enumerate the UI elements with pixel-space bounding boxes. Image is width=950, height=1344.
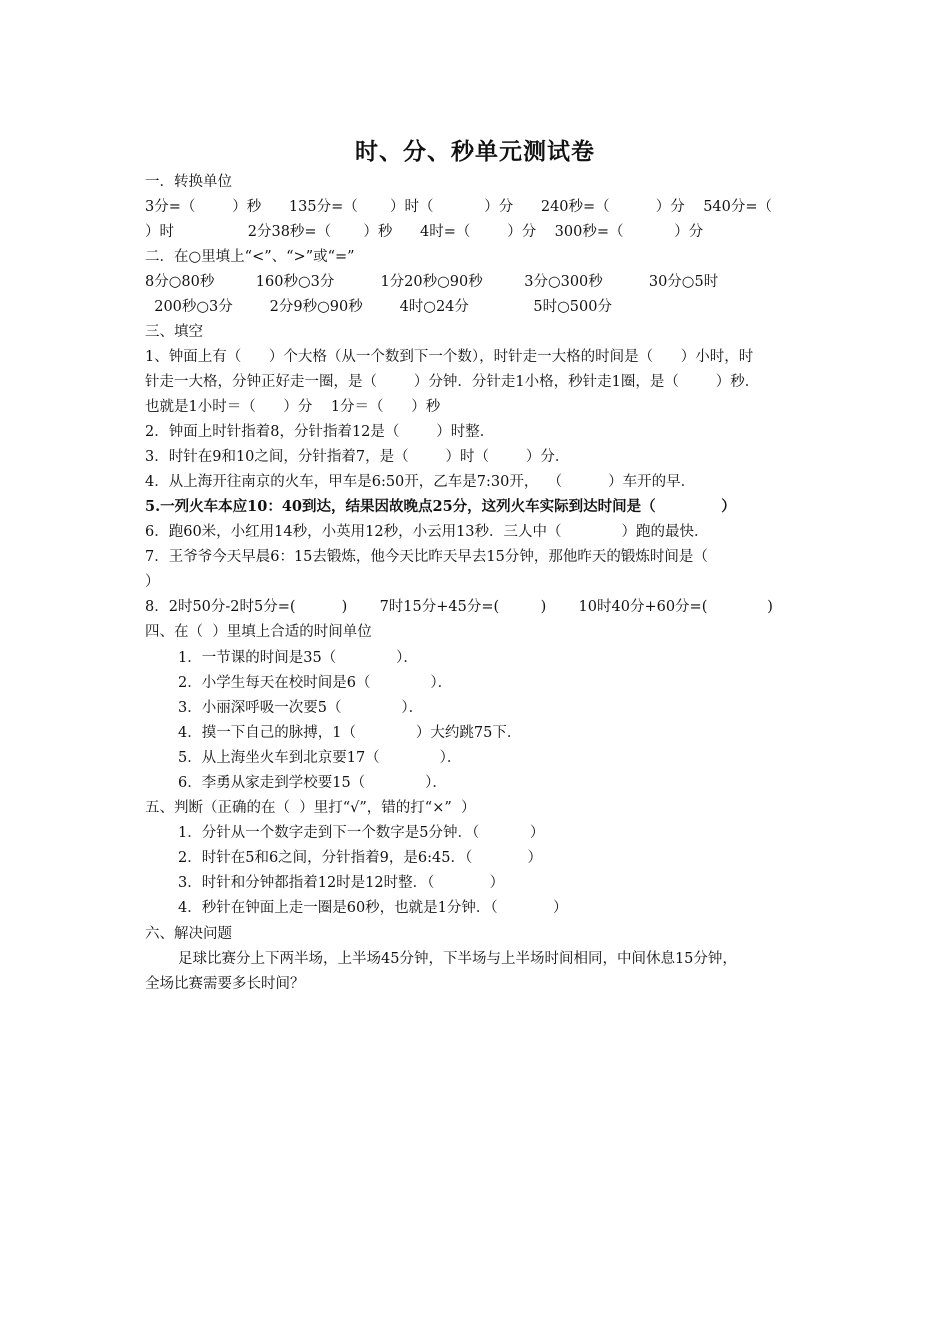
- section-6-heading: 六、解决问题: [145, 926, 232, 942]
- time-unit-item-5: 5．从上海坐火车到北京要17（ ）．: [178, 750, 462, 766]
- page-title: 时、分、秒单元测试卷: [355, 139, 595, 165]
- problem-text-line-1: 足球比赛分上下两半场，上半场45分钟，下半场与上半场时间相同，中间休息15分钟，: [178, 951, 737, 967]
- section-3-heading: 三、填空: [145, 324, 203, 340]
- fill-question-8: 8．2时50分-2时5分=( ) 7时15分+45分=( ) 10时40分+60分=( ): [145, 599, 773, 615]
- fill-question-5: 5.一列火车本应10：40到达，结果因故晚点25分，这列火车实际到达时间是（ ）: [145, 498, 736, 515]
- fill-question-7-line-1: 7．王爷爷今天早晨6：15去锻炼，他今天比昨天早去15分钟，那他昨天的锻炼时间是（: [145, 549, 708, 565]
- fill-question-1-line-1: 1、钟面上有（ ）个大格（从一个数到下一个数），时针走一大格的时间是（ ）小时，时: [145, 349, 754, 365]
- section-2-heading: 二．在○里填上“<”、“>”或“=”: [145, 249, 355, 265]
- fill-question-7-line-2: ）: [145, 574, 160, 590]
- section-5-heading: 五、判断（正确的在（ ）里打“√”，错的打“×” ）: [145, 800, 476, 816]
- fill-question-4: 4．从上海开往南京的火车，甲车是6:50开，乙车是7:30开， （ ）车开的早．: [145, 474, 696, 490]
- fill-question-6: 6．跑60米，小红用14秒，小英用12秒，小云用13秒．三人中（ ）跑的最快．: [145, 524, 709, 540]
- judge-item-2: 2．时针在5和6之间，分针指着9，是6:45．（ ）: [178, 850, 543, 866]
- problem-text-line-2: 全场比赛需要多长时间？: [145, 976, 305, 992]
- fill-question-1-line-3: 也就是1小时＝（ ）分 1分＝（ ）秒: [145, 399, 441, 415]
- unit-conversion-row-1: 3分=（ ）秒 135分=（ ）时（ ）分 240秒=（ ）分 540分=（: [145, 199, 773, 215]
- fill-question-3: 3．时针在9和10之间，分针指着7，是（ ）时（ ）分．: [145, 449, 570, 465]
- judge-item-4: 4．秒针在钟面上走一圈是60秒，也就是1分钟．（ ）: [178, 900, 568, 916]
- section-4-heading: 四、在（ ）里填上合适的时间单位: [145, 624, 372, 640]
- time-unit-item-4: 4．摸一下自己的脉搏，1（ ）大约跳75下．: [178, 725, 522, 741]
- judge-item-3: 3．时针和分钟都指着12时是12时整．（ ）: [178, 875, 505, 891]
- compare-row-2: 200秒○3分 2分9秒○90秒 4时○24分 5时○500分: [145, 299, 612, 315]
- section-1-heading: 一．转换单位: [145, 174, 232, 190]
- compare-row-1: 8分○80秒 160秒○3分 1分20秒○90秒 3分○300秒 30分○5时: [145, 274, 719, 290]
- fill-question-2: 2．钟面上时针指着8，分针指着12是（ ）时整．: [145, 424, 495, 440]
- time-unit-item-2: 2．小学生每天在校时间是6（ ）．: [178, 675, 453, 691]
- unit-conversion-row-2: ）时 2分38秒=（ ）秒 4时=（ ）分 300秒=（ ）分: [145, 224, 704, 240]
- time-unit-item-6: 6．李勇从家走到学校要15（ ）．: [178, 775, 447, 791]
- judge-item-1: 1．分针从一个数字走到下一个数字是5分钟．（ ）: [178, 825, 545, 841]
- fill-question-1-line-2: 针走一大格，分钟正好走一圈，是（ ）分钟．分针走1小格，秒针走1圈，是（ ）秒．: [145, 374, 760, 390]
- time-unit-item-3: 3．小丽深呼吸一次要5（ ）．: [178, 700, 424, 716]
- time-unit-item-1: 1．一节课的时间是35（ ）．: [178, 650, 418, 666]
